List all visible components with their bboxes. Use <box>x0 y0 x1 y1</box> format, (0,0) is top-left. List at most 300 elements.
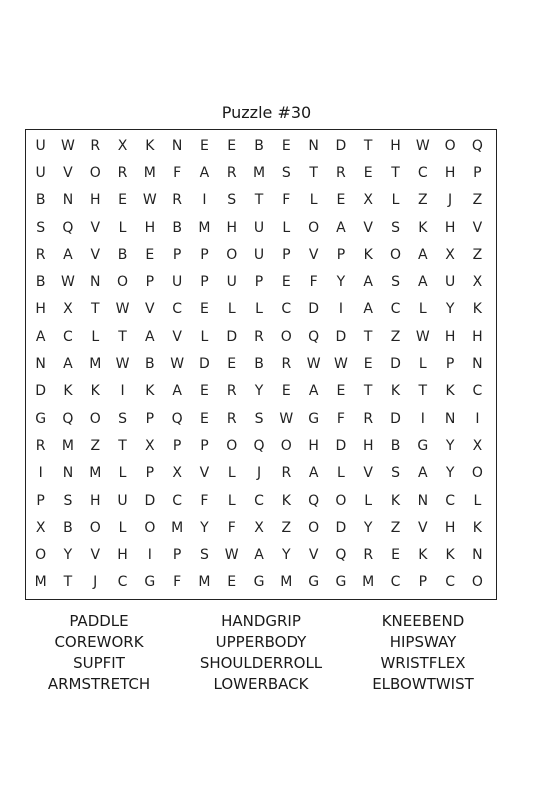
grid-cell[interactable]: Y <box>200 519 209 536</box>
grid-cell[interactable]: E <box>227 137 237 154</box>
grid-cell[interactable]: H <box>362 437 374 454</box>
grid-cell[interactable]: R <box>35 437 46 454</box>
grid-cell[interactable]: X <box>63 301 73 318</box>
grid-cell[interactable]: A <box>308 383 319 400</box>
grid-cell[interactable]: S <box>63 492 73 509</box>
grid-cell[interactable]: U <box>117 492 128 509</box>
grid-cell[interactable]: A <box>308 465 319 482</box>
grid-cell[interactable]: C <box>63 328 73 345</box>
grid-cell[interactable]: I <box>202 192 207 209</box>
grid-cell[interactable]: K <box>145 137 155 154</box>
grid-cell[interactable]: H <box>308 437 319 454</box>
grid-cell[interactable]: A <box>418 465 428 482</box>
grid-cell[interactable]: L <box>418 301 427 318</box>
grid-cell[interactable]: E <box>281 274 291 291</box>
word-list-item: HANDGRIP <box>221 612 301 630</box>
grid-cell[interactable]: T <box>391 164 400 181</box>
grid-cell[interactable]: Z <box>472 246 483 263</box>
grid-cell[interactable]: A <box>172 383 182 400</box>
grid-cell[interactable]: T <box>418 383 428 400</box>
grid-cell[interactable]: U <box>35 164 46 181</box>
grid-cell[interactable]: H <box>390 137 401 154</box>
grid-cell[interactable]: Y <box>282 547 291 564</box>
grid-cell[interactable]: Z <box>281 519 292 536</box>
grid-cell[interactable]: N <box>62 465 74 482</box>
grid-cell[interactable]: C <box>172 492 183 509</box>
grid-cell[interactable]: M <box>171 519 184 536</box>
grid-cell[interactable]: T <box>363 137 373 154</box>
grid-cell[interactable]: Q <box>171 410 183 427</box>
grid-cell[interactable]: A <box>336 219 346 236</box>
grid-cell[interactable]: K <box>90 383 100 400</box>
grid-cell[interactable]: F <box>227 519 236 536</box>
grid-cell[interactable]: O <box>117 274 129 291</box>
grid-cell[interactable]: K <box>445 383 455 400</box>
grid-cell[interactable]: Q <box>62 219 74 236</box>
grid-cell[interactable]: G <box>417 437 429 454</box>
grid-cell[interactable]: R <box>90 137 101 154</box>
grid-cell[interactable]: V <box>199 465 210 482</box>
grid-cell[interactable]: C <box>390 574 401 591</box>
grid-cell[interactable]: G <box>253 574 265 591</box>
grid-cell[interactable]: P <box>200 246 209 263</box>
grid-cell[interactable]: H <box>444 519 456 536</box>
grid-cell[interactable]: O <box>144 519 156 536</box>
grid-cell[interactable]: P <box>282 246 291 263</box>
grid-cell[interactable]: P <box>145 410 155 427</box>
grid-cell[interactable]: E <box>336 192 346 209</box>
grid-cell[interactable]: V <box>472 219 483 236</box>
grid-cell[interactable]: S <box>391 274 400 291</box>
grid-cell[interactable]: S <box>391 219 400 236</box>
grid-cell[interactable]: Q <box>308 492 320 509</box>
grid-cell[interactable]: E <box>363 164 373 181</box>
grid-cell[interactable]: R <box>336 164 346 181</box>
grid-cell[interactable]: E <box>200 410 209 427</box>
grid-cell[interactable]: S <box>118 410 127 427</box>
grid-cell[interactable]: W <box>61 137 75 154</box>
grid-cell[interactable]: A <box>63 246 73 263</box>
grid-cell[interactable]: Q <box>253 437 265 454</box>
grid-cell[interactable]: H <box>444 328 456 345</box>
grid-cell[interactable]: L <box>418 356 427 373</box>
grid-cell[interactable]: G <box>308 410 320 427</box>
grid-cell[interactable]: M <box>61 437 74 454</box>
grid-cell[interactable]: A <box>418 246 428 263</box>
grid-cell[interactable]: V <box>90 246 101 263</box>
grid-cell[interactable]: F <box>309 274 318 291</box>
grid-cell[interactable]: M <box>198 574 211 591</box>
grid-cell[interactable]: O <box>444 137 456 154</box>
grid-cell[interactable]: D <box>335 137 347 154</box>
grid-cell[interactable]: D <box>226 328 238 345</box>
grid-cell[interactable]: U <box>253 246 265 263</box>
word-list-item: HIPSWAY <box>389 633 457 651</box>
grid-cell[interactable]: X <box>117 137 128 154</box>
grid-cell[interactable]: E <box>281 383 291 400</box>
grid-cell[interactable]: D <box>335 437 347 454</box>
grid-cell[interactable]: O <box>471 465 483 482</box>
word-list-column <box>14 611 184 695</box>
grid-cell[interactable]: E <box>118 192 127 209</box>
grid-cell[interactable]: M <box>252 164 266 181</box>
grid-cell[interactable]: O <box>308 519 320 536</box>
grid-cell[interactable]: W <box>115 356 130 373</box>
grid-cell[interactable]: B <box>172 219 182 236</box>
grid-cell[interactable]: G <box>144 574 156 591</box>
grid-cell[interactable]: O <box>280 437 292 454</box>
grid-cell[interactable]: S <box>227 192 237 209</box>
grid-cell[interactable]: C <box>117 574 128 591</box>
grid-cell[interactable]: V <box>308 547 319 564</box>
grid-cell[interactable]: O <box>35 547 47 564</box>
grid-cell[interactable]: K <box>418 219 428 236</box>
grid-cell[interactable]: N <box>35 356 46 373</box>
grid-cell[interactable]: C <box>390 301 401 318</box>
grid-cell[interactable]: W <box>415 328 430 345</box>
grid-cell[interactable]: V <box>90 219 101 236</box>
grid-cell[interactable]: A <box>363 274 373 291</box>
grid-cell[interactable]: V <box>418 519 428 536</box>
grid-cell[interactable]: K <box>472 301 482 318</box>
grid-cell[interactable]: L <box>227 492 236 509</box>
grid-cell[interactable]: C <box>445 574 455 591</box>
grid-cell[interactable]: C <box>254 492 264 509</box>
grid-cell[interactable]: U <box>444 274 456 291</box>
grid-cell[interactable]: K <box>145 383 155 400</box>
grid-cell[interactable]: M <box>89 465 102 482</box>
grid-cell[interactable]: J <box>93 574 98 591</box>
grid-cell[interactable]: H <box>444 164 456 181</box>
grid-cell[interactable]: N <box>90 274 101 291</box>
grid-cell[interactable]: R <box>281 465 292 482</box>
grid-cell[interactable]: H <box>89 492 101 509</box>
grid-cell[interactable]: W <box>306 356 321 373</box>
grid-cell[interactable]: P <box>473 164 482 181</box>
grid-cell[interactable]: W <box>279 410 294 427</box>
grid-cell[interactable]: K <box>445 547 455 564</box>
grid-cell[interactable]: D <box>390 410 401 427</box>
grid-cell[interactable]: P <box>445 356 455 373</box>
grid-cell[interactable]: Z <box>390 328 401 345</box>
grid-cell[interactable]: M <box>143 164 156 181</box>
grid-cell[interactable]: Q <box>335 547 347 564</box>
grid-cell[interactable]: O <box>335 492 347 509</box>
grid-cell[interactable]: U <box>35 137 46 154</box>
grid-cell[interactable]: L <box>227 465 236 482</box>
grid-cell[interactable]: R <box>281 356 292 373</box>
grid-cell[interactable]: E <box>336 383 346 400</box>
grid-cell[interactable]: T <box>254 192 264 209</box>
grid-cell[interactable]: Y <box>363 519 373 536</box>
grid-cell[interactable]: W <box>142 192 157 209</box>
grid-cell[interactable]: B <box>390 437 401 454</box>
word-list-column <box>176 611 346 695</box>
grid-cell[interactable]: D <box>335 519 347 536</box>
grid-cell[interactable]: C <box>172 301 183 318</box>
grid-cell[interactable]: B <box>254 137 264 154</box>
grid-cell[interactable]: G <box>308 574 320 591</box>
grid-cell[interactable]: R <box>226 383 237 400</box>
grid-cell[interactable]: L <box>391 192 400 209</box>
grid-cell[interactable]: P <box>145 465 155 482</box>
grid-cell[interactable]: I <box>120 383 125 400</box>
grid-cell[interactable]: N <box>417 492 429 509</box>
grid-cell[interactable]: A <box>418 274 428 291</box>
grid-cell[interactable]: T <box>363 328 373 345</box>
grid-cell[interactable]: E <box>227 574 237 591</box>
grid-cell[interactable]: B <box>145 356 155 373</box>
grid-cell[interactable]: S <box>281 164 291 181</box>
grid-cell[interactable]: P <box>418 574 428 591</box>
grid-cell[interactable]: P <box>172 437 182 454</box>
grid-cell[interactable]: N <box>444 410 456 427</box>
grid-cell[interactable]: X <box>172 465 182 482</box>
grid-cell[interactable]: K <box>63 383 73 400</box>
grid-cell[interactable]: W <box>170 356 185 373</box>
grid-cell[interactable]: K <box>418 547 428 564</box>
grid-cell[interactable]: Q <box>62 410 74 427</box>
grid-cell[interactable]: L <box>282 219 291 236</box>
grid-cell[interactable]: E <box>363 356 373 373</box>
grid-cell[interactable]: W <box>224 547 239 564</box>
grid-cell[interactable]: Y <box>445 437 455 454</box>
grid-cell[interactable]: T <box>118 437 127 454</box>
grid-cell[interactable]: N <box>308 137 319 154</box>
grid-cell[interactable]: O <box>226 437 238 454</box>
grid-cell[interactable]: O <box>89 164 101 181</box>
word-list-item: PADDLE <box>69 612 129 630</box>
grid-cell[interactable]: E <box>281 137 291 154</box>
grid-cell[interactable]: U <box>172 274 183 291</box>
grid-cell[interactable]: I <box>420 410 425 427</box>
grid-cell[interactable]: D <box>199 356 210 373</box>
grid-cell[interactable]: K <box>390 492 401 509</box>
grid-cell[interactable]: L <box>473 492 482 509</box>
grid-cell[interactable]: H <box>89 192 101 209</box>
grid-cell[interactable]: E <box>200 301 209 318</box>
grid-cell[interactable]: R <box>117 164 128 181</box>
word-list-item: LOWERBACK <box>213 675 309 693</box>
grid-cell[interactable]: Q <box>308 328 320 345</box>
grid-cell[interactable]: K <box>390 383 401 400</box>
grid-cell[interactable]: X <box>35 519 46 536</box>
grid-cell[interactable]: B <box>117 246 128 263</box>
grid-cell[interactable]: V <box>363 465 373 482</box>
grid-cell[interactable]: K <box>472 519 482 536</box>
grid-cell[interactable]: O <box>308 219 320 236</box>
puzzle-title: Puzzle #30 <box>221 103 312 122</box>
grid-cell[interactable]: A <box>63 356 73 373</box>
grid-cell[interactable]: X <box>363 192 373 209</box>
grid-cell[interactable]: F <box>282 192 291 209</box>
grid-cell[interactable]: A <box>254 547 264 564</box>
grid-cell[interactable]: P <box>200 437 209 454</box>
grid-cell[interactable]: V <box>63 164 73 181</box>
grid-cell[interactable]: R <box>172 192 182 209</box>
grid-cell[interactable]: F <box>200 492 209 509</box>
grid-cell[interactable]: K <box>281 492 291 509</box>
grid-cell[interactable]: F <box>336 410 345 427</box>
grid-cell[interactable]: H <box>117 547 128 564</box>
grid-cell[interactable]: N <box>472 547 483 564</box>
grid-cell[interactable]: L <box>200 328 209 345</box>
grid-cell[interactable]: V <box>172 328 182 345</box>
grid-cell[interactable]: S <box>199 547 209 564</box>
grid-cell[interactable]: R <box>254 328 264 345</box>
grid-cell[interactable]: L <box>118 465 127 482</box>
grid-cell[interactable]: X <box>472 274 483 291</box>
grid-cell[interactable]: L <box>309 192 318 209</box>
grid-cell[interactable]: Z <box>390 519 401 536</box>
grid-cell[interactable]: N <box>62 192 74 209</box>
grid-cell[interactable]: V <box>308 246 319 263</box>
grid-cell[interactable]: M <box>280 574 293 591</box>
grid-cell[interactable]: M <box>34 574 47 591</box>
grid-cell[interactable]: A <box>199 164 210 181</box>
grid-cell[interactable]: J <box>448 192 453 209</box>
grid-cell[interactable]: L <box>364 492 373 509</box>
grid-cell[interactable]: Z <box>90 437 101 454</box>
grid-cell[interactable]: T <box>90 301 100 318</box>
grid-cell[interactable]: M <box>198 219 211 236</box>
grid-cell[interactable]: H <box>35 301 46 318</box>
grid-cell[interactable]: C <box>472 383 483 400</box>
grid-cell[interactable]: A <box>363 301 373 318</box>
grid-cell[interactable]: Z <box>472 192 483 209</box>
grid-cell[interactable]: O <box>226 246 238 263</box>
grid-cell[interactable]: C <box>417 164 428 181</box>
grid-cell[interactable]: P <box>336 246 346 263</box>
grid-cell[interactable]: F <box>173 164 182 181</box>
grid-cell[interactable]: F <box>173 574 182 591</box>
grid-cell[interactable]: R <box>363 410 374 427</box>
grid-cell[interactable]: D <box>390 356 401 373</box>
grid-cell[interactable]: G <box>335 574 347 591</box>
grid-cell[interactable]: L <box>91 328 100 345</box>
grid-cell[interactable]: X <box>254 519 264 536</box>
grid-cell[interactable]: D <box>308 301 319 318</box>
grid-cell[interactable]: C <box>445 492 455 509</box>
grid-cell[interactable]: P <box>145 274 155 291</box>
grid-cell[interactable]: U <box>226 274 237 291</box>
grid-cell[interactable]: V <box>145 301 155 318</box>
grid-cell[interactable]: X <box>445 246 455 263</box>
grid-cell[interactable]: L <box>227 301 236 318</box>
grid-cell[interactable]: B <box>35 274 46 291</box>
grid-cell[interactable]: Y <box>445 465 455 482</box>
grid-cell[interactable]: P <box>172 547 182 564</box>
grid-cell[interactable]: E <box>227 356 237 373</box>
grid-cell[interactable]: L <box>255 301 263 318</box>
grid-cell[interactable]: C <box>281 301 292 318</box>
grid-cell[interactable]: I <box>147 547 152 564</box>
grid-cell[interactable]: O <box>389 246 402 263</box>
grid-cell[interactable]: V <box>363 219 373 236</box>
grid-cell[interactable]: X <box>145 437 155 454</box>
word-list-item: SHOULDERROLL <box>199 654 323 672</box>
grid-cell[interactable]: W <box>115 301 130 318</box>
grid-cell[interactable]: W <box>415 137 430 154</box>
grid-cell[interactable]: B <box>254 356 264 373</box>
grid-cell[interactable]: S <box>254 410 264 427</box>
grid-cell[interactable]: P <box>172 246 182 263</box>
grid-cell[interactable]: E <box>200 137 209 154</box>
grid-cell[interactable]: T <box>363 383 373 400</box>
grid-cell[interactable]: D <box>35 383 47 400</box>
grid-cell[interactable]: R <box>363 547 374 564</box>
grid-cell[interactable]: A <box>145 328 155 345</box>
grid-cell[interactable]: T <box>63 574 73 591</box>
grid-cell[interactable]: J <box>256 465 262 482</box>
grid-cell[interactable]: U <box>253 219 265 236</box>
grid-cell[interactable]: K <box>363 246 373 263</box>
grid-cell[interactable]: R <box>226 164 237 181</box>
grid-cell[interactable]: P <box>200 274 209 291</box>
grid-cell[interactable]: T <box>309 164 318 181</box>
grid-cell[interactable]: Y <box>336 274 346 291</box>
word-list-item: SUPFIT <box>73 654 125 672</box>
grid-cell[interactable]: G <box>35 410 47 427</box>
grid-cell[interactable]: H <box>226 219 237 236</box>
word-list-item: ELBOWTWIST <box>372 675 474 693</box>
grid-cell[interactable]: O <box>280 328 292 345</box>
grid-cell[interactable]: S <box>391 465 400 482</box>
grid-cell[interactable]: E <box>145 246 155 263</box>
grid-cell[interactable]: Y <box>63 547 73 564</box>
grid-cell[interactable]: M <box>89 356 102 373</box>
grid-cell[interactable]: W <box>333 356 348 373</box>
grid-cell[interactable]: E <box>200 383 209 400</box>
grid-cell[interactable]: S <box>36 219 46 236</box>
grid-cell[interactable]: L <box>118 519 127 536</box>
grid-cell[interactable]: Y <box>254 383 264 400</box>
grid-cell[interactable]: N <box>171 137 183 154</box>
grid-cell[interactable]: Y <box>445 301 455 318</box>
grid-cell[interactable]: H <box>472 328 483 345</box>
grid-cell[interactable]: L <box>337 465 345 482</box>
grid-cell[interactable]: X <box>472 437 483 454</box>
grid-cell[interactable]: E <box>391 547 400 564</box>
grid-cell[interactable]: M <box>362 574 375 591</box>
grid-cell[interactable]: D <box>144 492 156 509</box>
grid-cell[interactable]: I <box>475 410 480 427</box>
grid-cell[interactable]: P <box>36 492 45 509</box>
grid-cell[interactable]: B <box>35 192 46 209</box>
grid-cell[interactable]: H <box>444 219 456 236</box>
grid-cell[interactable]: I <box>38 465 43 482</box>
grid-cell[interactable]: R <box>226 410 237 427</box>
grid-cell[interactable]: D <box>335 328 347 345</box>
grid-cell[interactable]: P <box>254 274 264 291</box>
grid-cell[interactable]: N <box>472 356 483 373</box>
grid-cell[interactable]: Q <box>471 137 483 154</box>
grid-cell[interactable]: Z <box>418 192 428 209</box>
grid-cell[interactable]: O <box>89 519 101 536</box>
grid-cell[interactable]: R <box>35 246 46 263</box>
grid-cell[interactable]: A <box>35 328 46 345</box>
grid-cell[interactable]: T <box>118 328 127 345</box>
grid-cell[interactable]: O <box>471 574 483 591</box>
grid-cell[interactable]: I <box>338 301 343 318</box>
word-list-item: COREWORK <box>54 633 144 651</box>
grid-cell[interactable]: L <box>118 219 127 236</box>
grid-cell[interactable]: O <box>89 410 101 427</box>
grid-cell[interactable]: H <box>144 219 156 236</box>
grid-cell[interactable]: B <box>63 519 73 536</box>
grid-cell[interactable]: W <box>61 274 75 291</box>
grid-cell[interactable]: V <box>90 547 101 564</box>
